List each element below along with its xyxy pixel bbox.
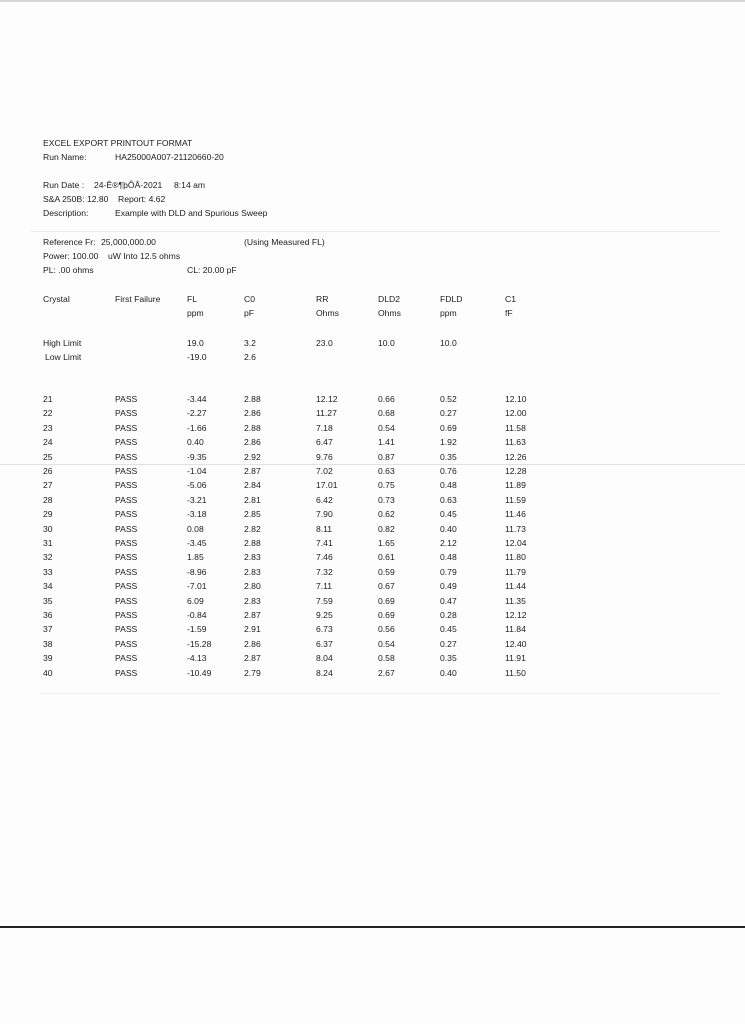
cell-c0: 2.82	[244, 523, 261, 534]
cell-crystal: 38	[43, 638, 53, 649]
run-name-label: Run Name:	[43, 152, 87, 162]
cell-fdld: 0.48	[440, 552, 457, 563]
cell-rr: 7.46	[316, 552, 333, 563]
table-row	[0, 424, 745, 438]
table-row	[0, 553, 745, 567]
cell-first-failure: PASS	[115, 437, 138, 448]
cell-fdld: 0.35	[440, 451, 457, 462]
cell-fl: -1.04	[187, 466, 207, 476]
cell-fdld: 0.47	[440, 595, 457, 606]
high-limit-c0: 3.2	[244, 338, 256, 348]
cell-fl: -8.96	[187, 566, 207, 577]
cell-crystal: 36	[43, 610, 53, 620]
cell-crystal: 21	[43, 394, 53, 404]
run-time: 8:14 am	[174, 180, 206, 190]
cell-fl: -10.49	[187, 667, 212, 678]
cell-crystal: 27	[43, 480, 53, 491]
table-row	[0, 525, 745, 539]
cell-c1: 12.28	[505, 466, 527, 476]
cell-dld2: 0.61	[378, 552, 395, 563]
high-limit-rr: 23.0	[316, 338, 333, 348]
cell-fl: 1.85	[187, 552, 204, 563]
run-date-value: 24-Ê®¶þÔÂ-2021	[94, 180, 163, 190]
cell-crystal: 40	[43, 667, 53, 678]
cell-dld2: 1.41	[378, 437, 395, 448]
table-row	[0, 453, 745, 467]
cell-c1: 11.84	[505, 624, 526, 635]
low-limit-label: Low Limit	[45, 352, 82, 362]
cell-c0: 2.83	[244, 595, 261, 606]
run-name-value: HA25000A007-21120660-20	[115, 152, 224, 162]
cell-fl: -1.66	[187, 422, 207, 433]
cell-rr: 7.11	[316, 581, 333, 592]
cell-c0: 2.79	[244, 667, 261, 678]
cell-dld2: 0.54	[378, 422, 395, 433]
high-limit-dld2: 10.0	[378, 338, 395, 348]
cell-rr: 7.18	[316, 422, 333, 433]
reference-note: (Using Measured FL)	[244, 237, 325, 247]
table-row	[0, 467, 745, 481]
cell-rr: 7.59	[316, 595, 333, 606]
cell-c1: 12.10	[505, 394, 527, 404]
cell-crystal: 22	[43, 408, 53, 419]
cell-first-failure: PASS	[115, 552, 138, 563]
table-row	[0, 625, 745, 639]
cell-fdld: 0.40	[440, 523, 457, 534]
cell-c1: 12.04	[505, 538, 527, 548]
cell-dld2: 0.82	[378, 523, 395, 534]
cl-line: CL: 20.00 pF	[187, 265, 237, 275]
table-row	[0, 496, 745, 510]
col-header-dld2: DLD2	[378, 294, 400, 304]
cell-first-failure: PASS	[115, 624, 138, 635]
cell-rr: 6.73	[316, 624, 333, 635]
cell-crystal: 24	[43, 437, 53, 448]
power-line: Power: 100.00	[43, 251, 99, 261]
cell-rr: 9.76	[316, 451, 333, 462]
cell-fdld: 0.52	[440, 394, 457, 404]
table-row	[0, 481, 745, 495]
cell-dld2: 0.75	[378, 480, 395, 491]
cell-first-failure: PASS	[115, 638, 138, 649]
cell-crystal: 28	[43, 494, 53, 505]
col-header-fl: FL	[187, 294, 198, 304]
cell-fdld: 0.49	[440, 581, 457, 592]
cell-c1: 11.35	[505, 595, 526, 606]
cell-rr: 11.27	[316, 408, 337, 419]
cell-crystal: 33	[43, 566, 53, 577]
cell-fl: -3.45	[187, 538, 207, 548]
cell-fl: 0.40	[187, 437, 204, 448]
cell-fl: -1.59	[187, 624, 207, 635]
cell-fl: -4.13	[187, 653, 207, 664]
cell-rr: 6.42	[316, 494, 333, 505]
cell-c0: 2.80	[244, 581, 261, 592]
table-row	[0, 597, 745, 611]
cell-fdld: 2.12	[440, 538, 457, 548]
cell-c0: 2.88	[244, 422, 261, 433]
cell-c0: 2.86	[244, 437, 261, 448]
cell-c1: 11.59	[505, 494, 526, 505]
cell-rr: 7.02	[316, 466, 333, 476]
cell-fdld: 1.92	[440, 437, 457, 448]
col-header-fdld: FDLD	[440, 294, 463, 304]
cell-c0: 2.85	[244, 509, 261, 520]
cell-dld2: 0.56	[378, 624, 395, 635]
cell-fdld: 0.63	[440, 494, 457, 505]
cell-first-failure: PASS	[115, 422, 138, 433]
table-row	[0, 611, 745, 625]
cell-fl: -0.84	[187, 610, 207, 620]
cell-dld2: 0.58	[378, 653, 395, 664]
cell-c0: 2.92	[244, 451, 261, 462]
low-limit-c0: 2.6	[244, 352, 256, 362]
cell-c1: 12.26	[505, 451, 527, 462]
cell-rr: 12.12	[316, 394, 338, 404]
cell-fl: -3.21	[187, 494, 207, 505]
cell-crystal: 25	[43, 451, 53, 462]
cell-fdld: 0.48	[440, 480, 457, 491]
cell-c1: 11.91	[505, 653, 526, 664]
cell-fdld: 0.76	[440, 466, 457, 476]
col-unit-fl: ppm	[187, 308, 204, 318]
cell-c0: 2.87	[244, 466, 261, 476]
cell-fl: -3.44	[187, 394, 207, 404]
col-unit-rr: Ohms	[316, 308, 339, 318]
col-header-c0: C0	[244, 294, 255, 304]
cell-c1: 11.89	[505, 480, 526, 491]
cell-rr: 6.37	[316, 638, 333, 649]
cell-fl: -5.06	[187, 480, 207, 491]
cell-first-failure: PASS	[115, 466, 138, 476]
cell-c1: 11.58	[505, 422, 526, 433]
cell-c1: 12.12	[505, 610, 527, 620]
cell-dld2: 0.63	[378, 466, 395, 476]
cell-dld2: 1.65	[378, 538, 395, 548]
cell-rr: 7.32	[316, 566, 333, 577]
cell-dld2: 0.73	[378, 494, 395, 505]
cell-first-failure: PASS	[115, 408, 138, 419]
cell-c1: 11.73	[505, 523, 526, 534]
high-limit-fl: 19.0	[187, 338, 204, 348]
cell-rr: 8.11	[316, 523, 333, 534]
cell-fl: 0.08	[187, 523, 204, 534]
high-limit-label: High Limit	[43, 338, 82, 348]
cell-rr: 8.04	[316, 653, 333, 664]
reference-frequency-label: Reference Fr:	[43, 237, 96, 247]
cell-rr: 17.01	[316, 480, 338, 491]
cell-c0: 2.86	[244, 638, 261, 649]
cell-fdld: 0.27	[440, 638, 457, 649]
cell-crystal: 39	[43, 653, 53, 664]
cell-rr: 6.47	[316, 437, 333, 448]
cell-first-failure: PASS	[115, 494, 138, 505]
table-row	[0, 539, 745, 553]
cell-first-failure: PASS	[115, 509, 138, 520]
cell-first-failure: PASS	[115, 523, 138, 534]
cell-first-failure: PASS	[115, 595, 138, 606]
cell-crystal: 31	[43, 538, 53, 548]
cell-fdld: 0.45	[440, 624, 457, 635]
sa-version: S&A 250B: 12.80	[43, 194, 109, 204]
cell-first-failure: PASS	[115, 538, 138, 548]
cell-c1: 12.40	[505, 638, 527, 649]
cell-crystal: 32	[43, 552, 53, 563]
col-unit-fdld: ppm	[440, 308, 457, 318]
cell-fdld: 0.79	[440, 566, 457, 577]
cell-rr: 9.25	[316, 610, 333, 620]
scan-artifact-under-header	[30, 231, 720, 232]
cell-c1: 11.79	[505, 566, 526, 577]
cell-c0: 2.88	[244, 394, 261, 404]
cell-crystal: 23	[43, 422, 53, 433]
low-limit-fl: -19.0	[187, 352, 207, 362]
col-header-c1: C1	[505, 294, 516, 304]
col-unit-c1: fF	[505, 308, 513, 318]
cell-dld2: 0.59	[378, 566, 395, 577]
table-row	[0, 669, 745, 683]
cell-c1: 11.44	[505, 581, 526, 592]
cell-fl: 6.09	[187, 595, 204, 606]
cell-c0: 2.84	[244, 480, 261, 491]
table-row	[0, 409, 745, 423]
report-title: EXCEL EXPORT PRINTOUT FORMAT	[43, 138, 193, 148]
cell-fdld: 0.35	[440, 653, 457, 664]
cell-c1: 11.63	[505, 437, 526, 448]
cell-first-failure: PASS	[115, 394, 138, 404]
cell-rr: 7.90	[316, 509, 333, 520]
cell-crystal: 26	[43, 466, 53, 476]
cell-dld2: 0.54	[378, 638, 395, 649]
cell-c1: 11.46	[505, 509, 526, 520]
cell-first-failure: PASS	[115, 451, 138, 462]
cell-crystal: 29	[43, 509, 53, 520]
table-row	[0, 568, 745, 582]
cell-c0: 2.83	[244, 552, 261, 563]
cell-fl: -3.18	[187, 509, 207, 520]
cell-crystal: 37	[43, 624, 53, 635]
col-header-first-failure: First Failure	[115, 294, 161, 304]
table-row	[0, 582, 745, 596]
cell-rr: 7.41	[316, 538, 333, 548]
cell-first-failure: PASS	[115, 566, 138, 577]
col-unit-dld2: Ohms	[378, 308, 401, 318]
cell-fdld: 0.69	[440, 422, 457, 433]
table-row	[0, 438, 745, 452]
table-row	[0, 510, 745, 524]
cell-c0: 2.91	[244, 624, 261, 635]
cell-fdld: 0.45	[440, 509, 457, 520]
high-limit-fdld: 10.0	[440, 338, 457, 348]
run-date-label: Run Date :	[43, 180, 85, 190]
cell-c0: 2.87	[244, 653, 261, 664]
table-row	[0, 395, 745, 409]
table-row	[0, 640, 745, 654]
cell-c1: 11.80	[505, 552, 526, 563]
cell-c0: 2.81	[244, 494, 261, 505]
cell-crystal: 30	[43, 523, 53, 534]
report-version: Report: 4.62	[118, 194, 166, 204]
col-header-crystal: Crystal	[43, 294, 70, 304]
cell-crystal: 35	[43, 595, 53, 606]
description-label: Description:	[43, 208, 89, 218]
reference-frequency-value: 25,000,000.00	[101, 237, 156, 247]
scan-artifact-bottom	[0, 926, 745, 928]
cell-crystal: 34	[43, 581, 53, 592]
pl-line: PL: .00 ohms	[43, 265, 94, 275]
scan-artifact-top	[0, 0, 745, 2]
cell-first-failure: PASS	[115, 667, 138, 678]
col-header-rr: RR	[316, 294, 329, 304]
power-into: uW Into 12.5 ohms	[108, 251, 181, 261]
cell-fl: -7.01	[187, 581, 207, 592]
cell-c0: 2.88	[244, 538, 261, 548]
cell-dld2: 0.87	[378, 451, 395, 462]
cell-dld2: 0.67	[378, 581, 395, 592]
description-value: Example with DLD and Spurious Sweep	[115, 208, 268, 218]
cell-dld2: 0.62	[378, 509, 395, 520]
cell-c1: 12.00	[505, 408, 527, 419]
cell-rr: 8.24	[316, 667, 333, 678]
cell-fdld: 0.40	[440, 667, 457, 678]
cell-first-failure: PASS	[115, 581, 138, 592]
cell-c0: 2.86	[244, 408, 261, 419]
cell-first-failure: PASS	[115, 610, 138, 620]
col-unit-c0: pF	[244, 308, 255, 318]
table-row	[0, 654, 745, 668]
cell-c1: 11.50	[505, 667, 526, 678]
cell-dld2: 0.66	[378, 394, 395, 404]
cell-fdld: 0.28	[440, 610, 457, 620]
cell-dld2: 2.67	[378, 667, 395, 678]
cell-first-failure: PASS	[115, 653, 138, 664]
cell-fl: -9.35	[187, 451, 207, 462]
cell-fdld: 0.27	[440, 408, 457, 419]
scan-artifact-under-table	[40, 693, 720, 694]
cell-first-failure: PASS	[115, 480, 138, 491]
cell-dld2: 0.69	[378, 610, 395, 620]
cell-fl: -15.28	[187, 638, 212, 649]
cell-fl: -2.27	[187, 408, 207, 419]
cell-dld2: 0.69	[378, 595, 395, 606]
cell-c0: 2.87	[244, 610, 261, 620]
cell-c0: 2.83	[244, 566, 261, 577]
cell-dld2: 0.68	[378, 408, 395, 419]
